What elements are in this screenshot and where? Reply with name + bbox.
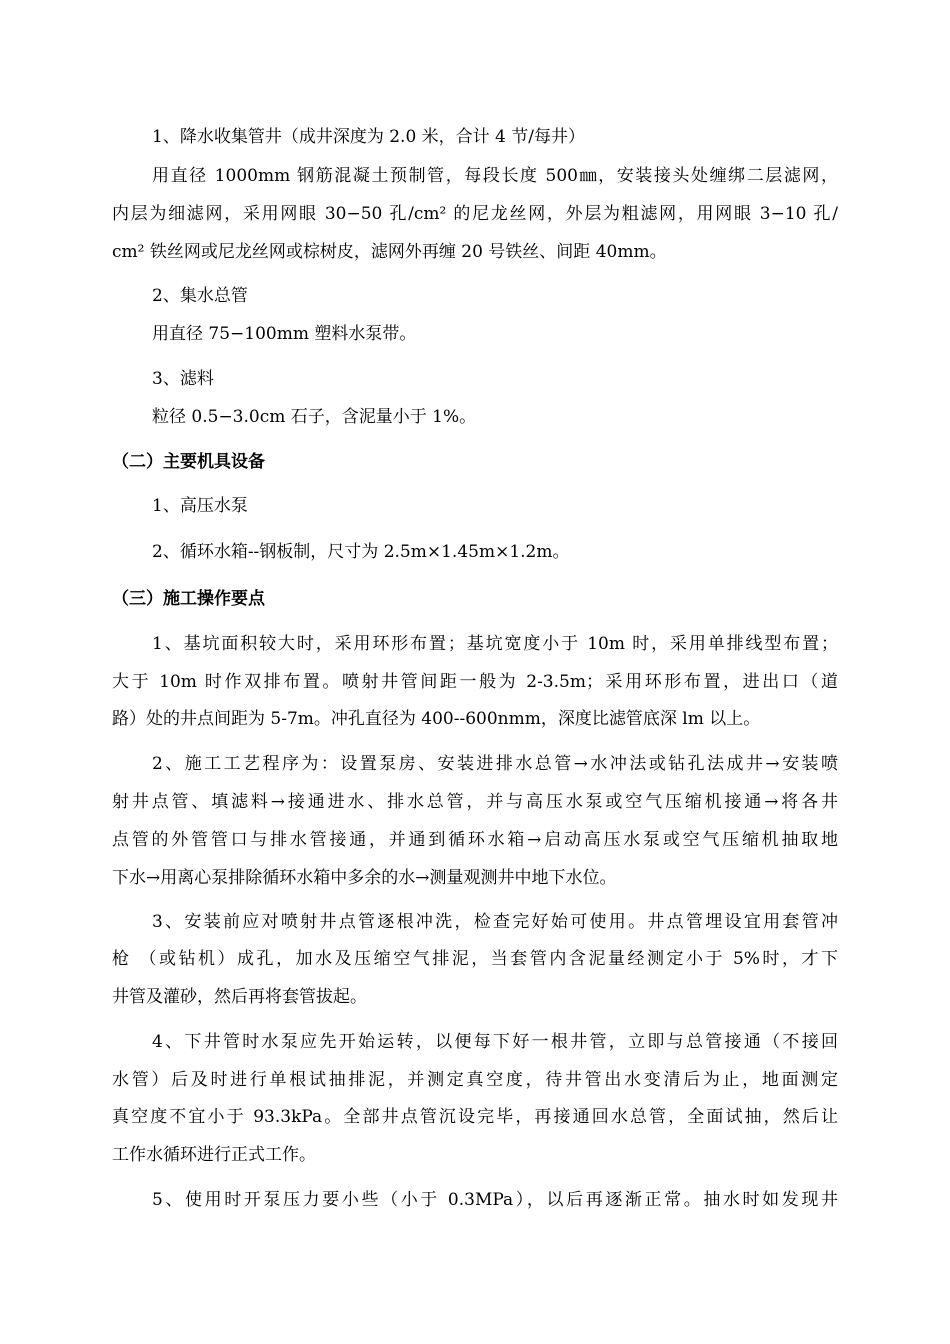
paragraph-line: 点管的外管管口与排水管接通，并通到循环水箱→启动高压水泵或空气压缩机抽取地 bbox=[112, 830, 838, 850]
heading-equipment: （二）主要机具设备 bbox=[112, 452, 265, 472]
paragraph-line: 枪 （或钻机）成孔，加水及压缩空气排泥，当套管内含泥量经测定小于 5%时，才下 bbox=[112, 949, 838, 969]
paragraph-line: 4、下井管时水泵应先开始运转，以便每下好一根井管，立即与总管接通（不接回 bbox=[152, 1032, 838, 1052]
paragraph-line: 路）处的井点间距为 5-7m。冲孔直径为 400--600nmm，深度比滤管底深 lm 以上。 bbox=[112, 709, 761, 729]
paragraph-line: 用直径 75−100mm 塑料水泵带。 bbox=[152, 324, 417, 344]
paragraph-line: cm² 铁丝网或尼龙丝网或棕树皮，滤网外再缠 20 号铁丝、间距 40mm。 bbox=[112, 242, 667, 262]
list-item: 2、循环水箱--钢板制，尺寸为 2.5m×1.45m×1.2m。 bbox=[152, 542, 570, 562]
paragraph-line: 真空度不宜小于 93.3kPa。全部井点管沉设完毕，再接通回水总管，全面试抽，然后让 bbox=[112, 1107, 838, 1127]
heading-construction-points: （三）施工操作要点 bbox=[112, 589, 265, 609]
paragraph-line: 射井点管、填滤料→接通进水、排水总管，并与高压水泵或空气压缩机接通→将各井 bbox=[112, 792, 838, 812]
paragraph-line: 1、基坑面积较大时，采用环形布置；基坑宽度小于 10m 时，采用单排线型布置； bbox=[152, 634, 838, 654]
section-heading-main-pipe: 2、集水总管 bbox=[152, 286, 248, 306]
paragraph-line: 粒径 0.5−3.0cm 石子，含泥量小于 1%。 bbox=[152, 407, 477, 427]
paragraph-line: 工作水循环进行正式工作。 bbox=[112, 1145, 316, 1165]
paragraph-line: 3、安装前应对喷射井点管逐根冲洗，检查完好始可使用。井点管埋设宜用套管冲 bbox=[152, 912, 838, 932]
paragraph-line: 大于 10m 时作双排布置。喷射井管间距一般为 2-3.5m；采用环形布置，进出口（道 bbox=[112, 672, 838, 692]
paragraph-line: 2、施工工艺程序为：设置泵房、安装进排水总管→水冲法或钻孔法成井→安装喷 bbox=[152, 754, 838, 774]
section-heading-collection-well: 1、降水收集管井（成井深度为 2.0 米，合计 4 节/每井） bbox=[152, 127, 586, 147]
paragraph-line: 用直径 1000mm 钢筋混凝土预制管，每段长度 500㎜，安装接头处缠绑二层滤网， bbox=[152, 166, 838, 186]
paragraph-line: 井管及灌砂，然后再将套管拔起。 bbox=[112, 987, 367, 1007]
list-item: 1、高压水泵 bbox=[152, 496, 248, 516]
paragraph-line: 水管）后及时进行单根试抽排泥，并测定真空度，待井管出水变清后为止，地面测定 bbox=[112, 1070, 838, 1090]
paragraph-line: 内层为细滤网，采用网眼 30−50 孔/cm² 的尼龙丝网，外层为粗滤网，用网眼 3−10 孔/ bbox=[112, 204, 838, 224]
paragraph-line: 5、使用时开泵压力要小些（小于 0.3MPa），以后再逐渐正常。抽水时如发现井 bbox=[152, 1190, 838, 1210]
section-heading-filter-material: 3、滤料 bbox=[152, 369, 214, 389]
paragraph-line: 下水→用离心泵排除循环水箱中多余的水→测量观测井中地下水位。 bbox=[112, 868, 617, 888]
